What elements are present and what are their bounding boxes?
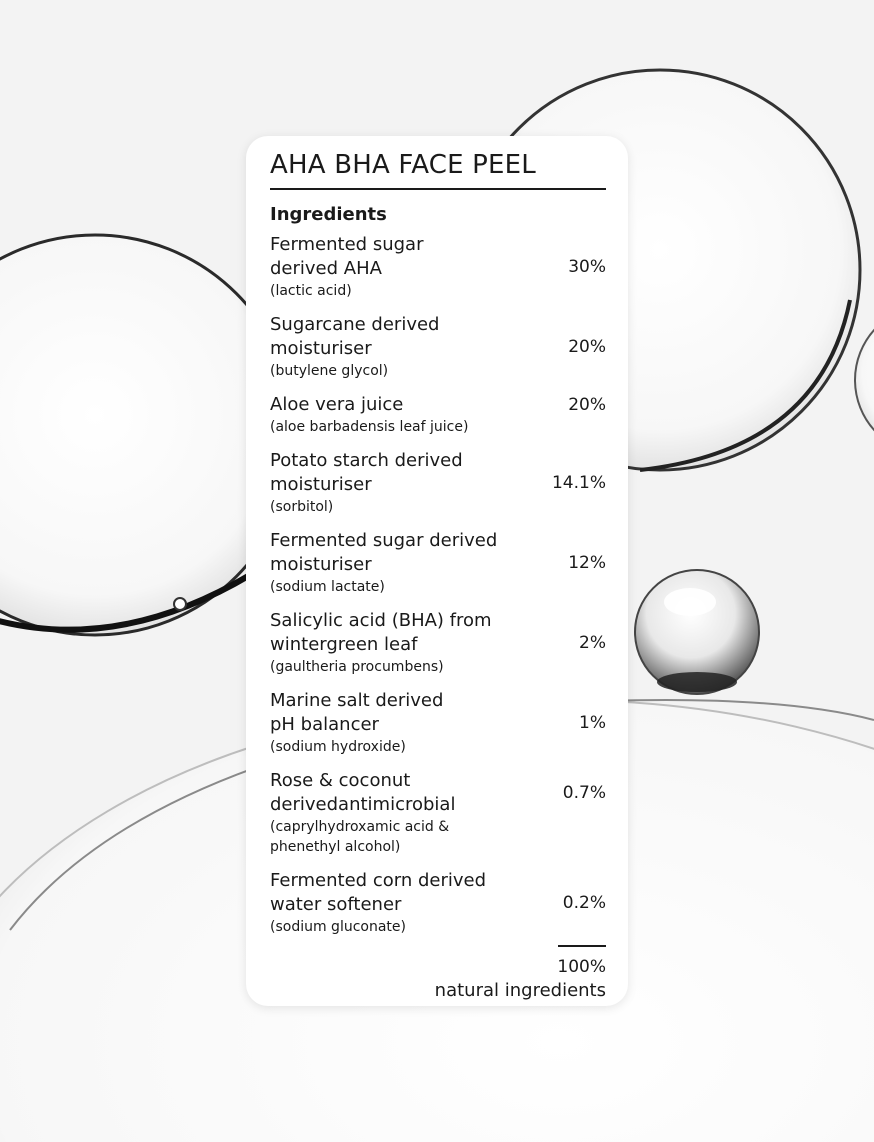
- ingredient-name: Fermented corn derived: [270, 870, 486, 891]
- ingredient-name: Fermented sugar derived: [270, 530, 498, 551]
- ingredient-name: Fermented sugar: [270, 234, 424, 255]
- total-divider: [558, 945, 606, 947]
- ingredient-detail: (butylene glycol): [270, 363, 389, 379]
- ingredient-row: [270, 609, 606, 677]
- ingredient-detail: (sodium gluconate): [270, 919, 406, 935]
- ingredient-name: Sugarcane derived: [270, 314, 440, 335]
- ingredient-row: [270, 689, 606, 757]
- ingredient-row: [270, 769, 606, 857]
- ingredient-percent: 1%: [579, 713, 606, 733]
- ingredient-detail: (gaultheria procumbens): [270, 659, 444, 675]
- ingredient-name: wintergreen leaf: [270, 634, 418, 655]
- ingredient-name: Aloe vera juice: [270, 394, 404, 415]
- ingredient-name: pH balancer: [270, 714, 379, 735]
- ingredient-detail: (lactic acid): [270, 283, 352, 299]
- ingredient-name: water softener: [270, 894, 402, 915]
- ingredient-percent: 20%: [568, 395, 606, 415]
- ingredient-name: Potato starch derived: [270, 450, 463, 471]
- ingredient-percent: 0.2%: [562, 893, 606, 913]
- ingredient-row: [270, 449, 606, 517]
- ingredient-detail: (sorbitol): [270, 499, 334, 515]
- ingredient-detail: (caprylhydroxamic acid &: [270, 819, 450, 835]
- ingredient-row: [270, 313, 606, 381]
- ingredient-name: moisturiser: [270, 338, 372, 359]
- ingredient-name: Marine salt derived: [270, 690, 444, 711]
- ingredient-detail: phenethyl alcohol): [270, 839, 401, 855]
- ingredient-name: Salicylic acid (BHA) from: [270, 610, 492, 631]
- ingredient-name: moisturiser: [270, 554, 372, 575]
- total-percent: 100%: [557, 957, 606, 977]
- ingredients-card: [246, 136, 628, 1006]
- ingredient-row: [270, 393, 606, 437]
- ingredient-percent: 2%: [579, 633, 606, 653]
- ingredients-list: [270, 233, 606, 937]
- product-title: AHA BHA FACE PEEL: [270, 148, 606, 190]
- ingredient-row: [270, 869, 606, 937]
- ingredient-detail: (sodium hydroxide): [270, 739, 406, 755]
- ingredient-name: Rose & coconut: [270, 770, 411, 791]
- ingredient-name: derived AHA: [270, 258, 382, 279]
- ingredient-row: [270, 233, 606, 301]
- ingredient-percent: 14.1%: [551, 473, 606, 493]
- ingredients-heading: Ingredients: [270, 204, 387, 225]
- ingredient-percent: 30%: [568, 257, 606, 277]
- ingredient-name: derivedantimicrobial: [270, 794, 456, 815]
- ingredient-row: [270, 529, 606, 597]
- ingredient-name: moisturiser: [270, 474, 372, 495]
- ingredient-detail: (sodium lactate): [270, 579, 385, 595]
- total-summary: [270, 945, 606, 1003]
- ingredient-percent: 12%: [568, 553, 606, 573]
- ingredient-detail: (aloe barbadensis leaf juice): [270, 419, 469, 435]
- ingredient-percent: 20%: [568, 337, 606, 357]
- total-label: natural ingredients: [434, 980, 606, 1001]
- ingredient-percent: 0.7%: [562, 783, 606, 803]
- small-sphere-droplet: [635, 570, 759, 694]
